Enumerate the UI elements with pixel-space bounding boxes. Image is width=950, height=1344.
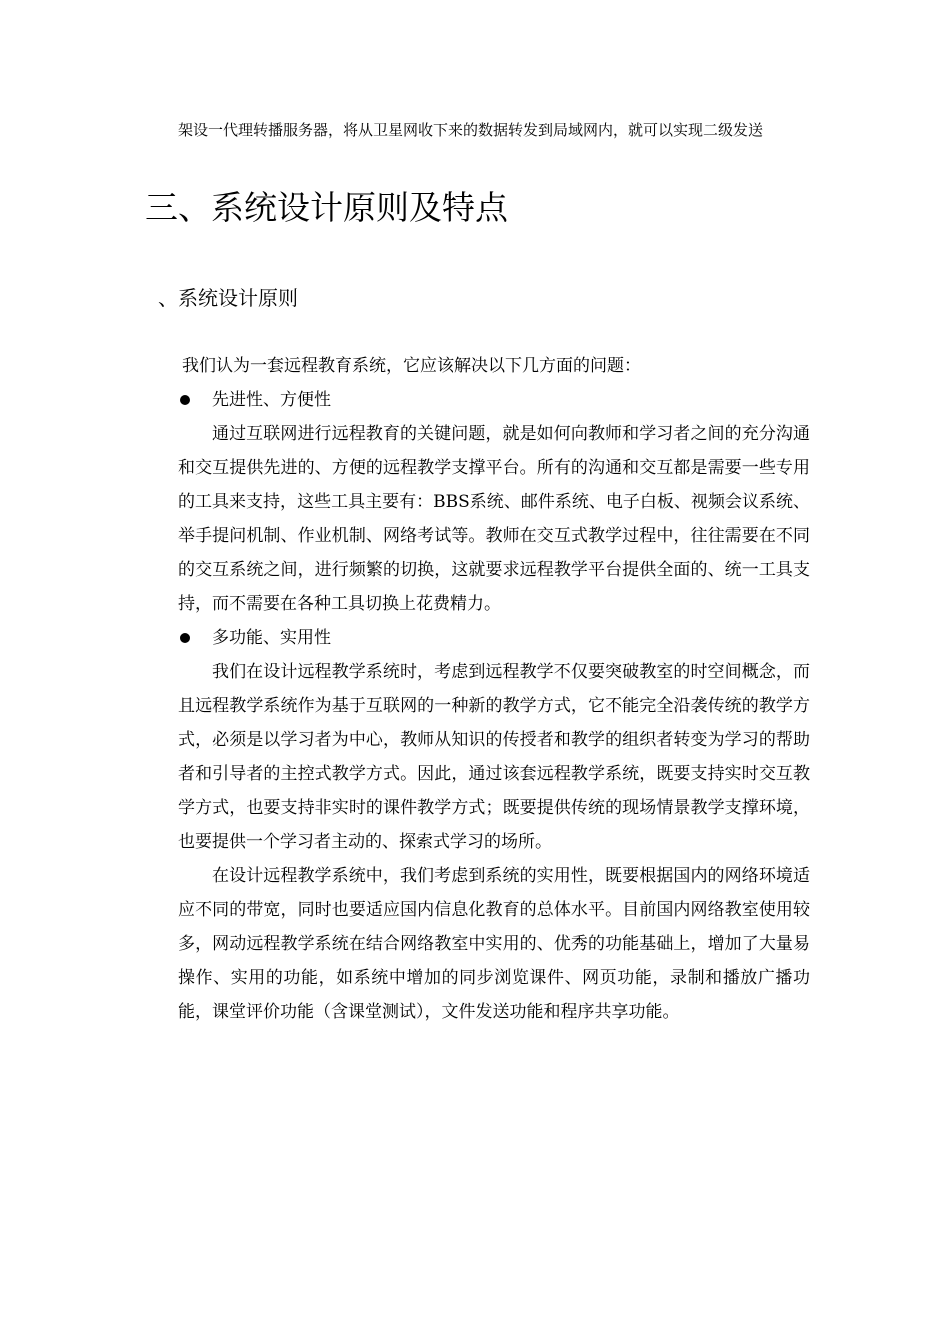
bullet-label-1: 先进性、方便性 — [212, 390, 331, 410]
paragraph-2: 我们在设计远程教学系统时，考虑到远程教学不仅要突破教室的时空间概念，而且远程教学系统作为基于互联网的一种新的教学方式，它不能完全沿袭传统的教学方式，必须是以学习者为中心，教师从知识的传授者和教学的组织者转变为学习的帮助者和引导者的主控式教学方式。因此，通过该套远程教学系统，既要支持实时交互教学方式，也要支持非实时的课件教学方式；既要提供传统的现场情景教学支撑环境，也要提供一个学习者主动的、探索式学习的场所。 — [178, 662, 810, 852]
bullet-dot-icon — [180, 395, 190, 405]
section-title: 三、系统设计原则及特点 — [145, 188, 508, 227]
lead-paragraph: 我们认为一套远程教育系统，它应该解决以下几方面的问题： — [182, 356, 641, 376]
paragraph-3: 在设计远程教学系统中，我们考虑到系统的实用性，既要根据国内的网络环境适应不同的带宽，同时也要适应国内信息化教育的总体水平。目前国内网络教室使用较多，网动远程教学系统在结合网络教室中实用的、优秀的功能基础上，增加了大量易操作、实用的功能，如系统中增加的同步浏览课件、网页功能，录制和播放广播功能，课堂评价功能（含课堂测试），文件发送功能和程序共享功能。 — [178, 866, 810, 1022]
bullet-item-1 — [178, 383, 810, 417]
subsection-title: 、系统设计原则 — [158, 286, 298, 310]
paragraph-1: 通过互联网进行远程教育的关键问题，就是如何向教师和学习者之间的充分沟通和交互提供先进的、方便的远程教学支撑平台。所有的沟通和交互都是需要一些专用的工具来支持，这些工具主要有：BBS系统、邮件系统、电子白板、视频会议系统、举手提问机制、作业机制、网络考试等。教师在交互式教学过程中，往往需要在不同的交互系统之间，进行频繁的切换，这就要求远程教学平台提供全面的、统一工具支持，而不需要在各种工具切换上花费精力。 — [178, 424, 810, 614]
intro-text: 架设一代理转播服务器，将从卫星网收下来的数据转发到局域网内，就可以实现二级发送 — [178, 121, 764, 139]
bullet-dot-icon — [180, 633, 190, 643]
bullet-label-2: 多功能、实用性 — [212, 628, 331, 648]
bullet-item-2 — [178, 621, 810, 655]
body-content — [178, 349, 810, 1029]
